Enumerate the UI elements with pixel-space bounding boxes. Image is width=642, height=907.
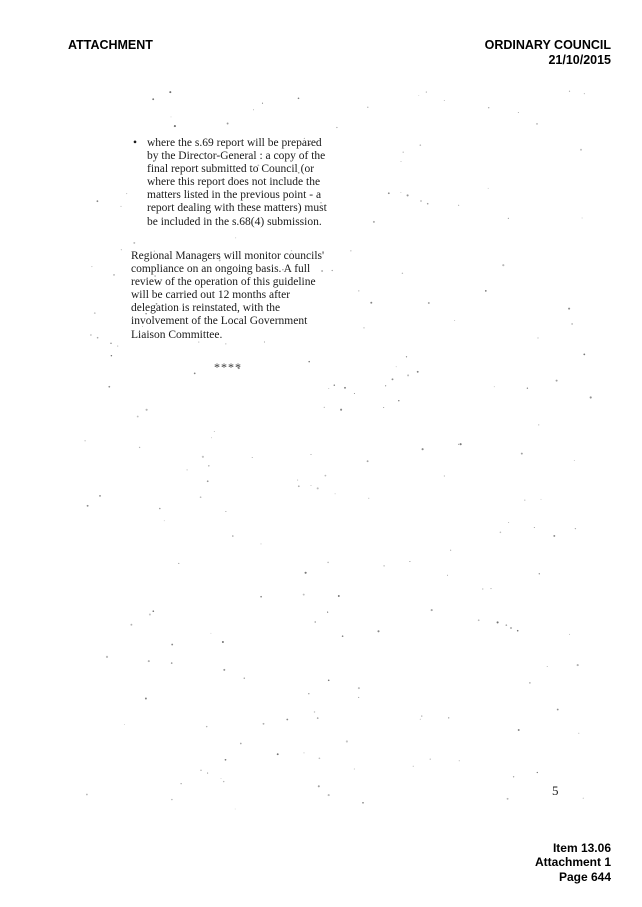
speck: [541, 499, 542, 500]
scanned-page-number: 5: [552, 783, 559, 798]
speck: [524, 500, 525, 501]
speck: [569, 91, 570, 92]
bullet-line: where this report does not include the: [147, 176, 321, 189]
speck: [130, 624, 132, 626]
speck: [370, 302, 372, 304]
speck: [145, 698, 147, 700]
speck: [582, 218, 583, 219]
speck: [113, 274, 115, 276]
speck: [297, 480, 298, 481]
speck: [413, 766, 414, 767]
speck: [324, 407, 325, 408]
speck: [223, 781, 224, 782]
speck: [308, 693, 309, 694]
speck: [149, 614, 151, 616]
speck: [344, 387, 346, 389]
speck: [420, 144, 422, 146]
speck: [303, 594, 305, 596]
speck: [110, 343, 111, 344]
speck: [311, 485, 312, 486]
paragraph-line: will be carried out 12 months after: [131, 289, 291, 302]
speck: [536, 123, 538, 125]
speck: [428, 302, 430, 304]
bullet-line: be included in the s.68(4) submission.: [147, 215, 322, 228]
speck: [232, 535, 234, 537]
speck: [430, 759, 431, 760]
speck: [590, 396, 592, 398]
speck: [418, 95, 419, 96]
speck: [303, 752, 304, 753]
speck: [171, 116, 172, 117]
speck: [121, 249, 122, 250]
speck: [181, 783, 182, 784]
speck: [97, 337, 99, 339]
speck: [235, 238, 236, 239]
speck: [538, 424, 539, 425]
speck: [584, 93, 585, 94]
speck: [363, 327, 364, 328]
speck: [396, 366, 397, 367]
end-marker: ****: [214, 360, 242, 374]
speck: [108, 386, 110, 388]
speck: [264, 342, 265, 343]
speck: [575, 528, 576, 529]
speck: [261, 543, 262, 544]
speck: [574, 460, 575, 461]
bullet-item: [133, 137, 348, 229]
speck: [400, 192, 401, 193]
speck: [358, 697, 359, 698]
speck: [494, 386, 495, 387]
speck: [460, 443, 462, 445]
bullet-line: report dealing with these matters) must: [147, 202, 327, 215]
speck: [518, 112, 519, 113]
speck: [178, 563, 179, 564]
speck: [225, 759, 227, 761]
speck: [406, 356, 407, 357]
speck: [506, 624, 508, 626]
speck: [557, 709, 559, 711]
speck: [407, 194, 409, 196]
speck: [225, 511, 226, 512]
speck: [86, 794, 88, 796]
speck: [207, 480, 209, 482]
speck: [527, 388, 528, 389]
speck: [317, 487, 319, 489]
speck: [427, 203, 429, 205]
speck: [497, 621, 499, 623]
speck: [420, 719, 421, 720]
speck: [311, 454, 312, 455]
speck: [117, 346, 118, 347]
speck: [327, 562, 329, 564]
speck: [240, 743, 242, 745]
speck: [319, 757, 321, 759]
bullet-line: where the s.69 report will be prepared: [147, 137, 322, 149]
speck: [553, 535, 555, 537]
speck: [223, 669, 225, 671]
speck: [314, 711, 315, 712]
speck: [420, 200, 422, 202]
speck: [221, 778, 222, 779]
speck: [377, 630, 379, 632]
speck: [202, 456, 204, 458]
speck: [444, 476, 445, 477]
speck: [403, 152, 404, 153]
speck: [350, 250, 351, 251]
speck: [367, 107, 368, 108]
speck: [431, 609, 433, 611]
speck: [164, 520, 165, 521]
bullet-line: matters listed in the previous point - a: [147, 189, 322, 202]
speck: [97, 200, 99, 202]
speck: [171, 644, 173, 646]
speck: [346, 740, 348, 742]
speck: [547, 666, 548, 667]
speck: [111, 355, 112, 356]
paragraph-line: involvement of the Local Government: [131, 315, 308, 328]
speck: [529, 682, 530, 683]
speck: [90, 334, 92, 336]
speck: [507, 798, 509, 800]
speck: [317, 717, 319, 719]
speck: [298, 97, 300, 99]
speck: [537, 337, 538, 338]
speck: [335, 493, 336, 494]
speck: [133, 242, 135, 244]
speck: [91, 266, 92, 267]
attachment-label: ATTACHMENT: [68, 38, 153, 52]
speck: [194, 373, 196, 375]
speck: [277, 753, 279, 755]
speck: [417, 371, 419, 373]
speck: [334, 384, 335, 385]
speck: [502, 264, 504, 266]
speck: [580, 149, 582, 151]
paragraph-line: Regional Managers will monitor councils': [131, 250, 325, 262]
speck: [478, 619, 480, 621]
speck: [518, 729, 520, 731]
speck: [210, 633, 211, 634]
speck: [444, 100, 445, 101]
council-title: ORDINARY COUNCIL: [484, 38, 611, 52]
speck: [450, 550, 451, 551]
speck: [244, 677, 245, 678]
speck: [327, 612, 328, 613]
speck: [124, 724, 125, 725]
speck: [171, 662, 173, 664]
paragraph-line: Liaison Committee.: [131, 328, 223, 341]
speck: [491, 588, 492, 589]
speck: [488, 107, 489, 108]
speck: [200, 770, 201, 771]
page-reference: Page 644: [558, 870, 611, 884]
speck: [253, 109, 254, 110]
speck: [198, 342, 199, 343]
speck: [407, 374, 409, 376]
speck: [534, 527, 535, 528]
speck: [510, 627, 512, 629]
speck: [328, 680, 330, 682]
speck: [174, 125, 176, 127]
speck: [422, 448, 424, 450]
speck: [106, 656, 108, 658]
speck: [328, 388, 329, 389]
item-number: Item 13.06: [552, 841, 611, 855]
speck: [84, 440, 85, 441]
speck: [583, 354, 585, 356]
paragraph-line: review of the operation of this guideline: [131, 276, 316, 289]
speck: [146, 409, 148, 411]
council-date: 21/10/2015: [548, 53, 611, 67]
speck: [368, 498, 369, 499]
bullet-icon: •: [133, 137, 138, 149]
speck: [99, 495, 101, 497]
speck: [252, 457, 253, 458]
speck: [308, 361, 310, 363]
speck: [583, 798, 584, 799]
speck: [358, 687, 360, 689]
speck: [362, 802, 364, 804]
speck: [200, 496, 202, 498]
speck: [539, 573, 540, 574]
speck: [354, 393, 355, 394]
speck: [568, 308, 570, 310]
speck: [354, 769, 355, 770]
speck: [569, 634, 570, 635]
speck: [148, 660, 150, 662]
speck: [211, 437, 212, 438]
speck: [139, 447, 140, 448]
speck: [262, 103, 263, 104]
speck: [578, 733, 579, 734]
speck: [521, 453, 523, 455]
speck: [260, 596, 262, 598]
speck: [342, 635, 344, 637]
speck: [500, 532, 502, 534]
speck: [338, 595, 340, 597]
bullet-line: final report submitted to Council (or: [147, 163, 315, 176]
speck: [286, 719, 288, 721]
speck: [358, 290, 359, 291]
speck: [169, 91, 171, 93]
speck: [186, 469, 187, 470]
speck: [383, 565, 384, 566]
speck: [152, 98, 154, 100]
speck: [421, 716, 422, 717]
speck: [426, 92, 427, 93]
speck: [388, 192, 390, 194]
speck: [556, 380, 558, 382]
bullet-line: by the Director-General : a copy of the: [147, 150, 326, 163]
speck: [448, 717, 449, 718]
speck: [447, 575, 448, 576]
speck: [508, 218, 509, 219]
speck: [482, 588, 483, 589]
speck: [454, 320, 455, 321]
monitoring-paragraph: [131, 250, 341, 342]
item-reference: [535, 841, 611, 869]
speck: [485, 290, 487, 292]
speck: [305, 572, 307, 574]
speck: [336, 127, 337, 128]
speck: [517, 630, 519, 632]
speck: [315, 621, 316, 622]
speck: [208, 465, 210, 467]
attachment-number: Attachment 1: [534, 855, 611, 869]
speck: [577, 664, 579, 666]
speck: [126, 193, 127, 194]
speck: [227, 123, 229, 125]
speck: [402, 273, 403, 274]
speck: [459, 760, 460, 761]
speck: [458, 444, 459, 445]
speck: [222, 641, 224, 643]
speck: [94, 312, 96, 314]
bullet-text: [147, 137, 348, 229]
speck: [225, 343, 226, 344]
speck: [328, 794, 330, 796]
speck: [87, 505, 89, 507]
speck: [206, 726, 207, 727]
paragraph-line: compliance on an ongoing basis. A full: [131, 263, 311, 276]
speck: [373, 221, 375, 223]
speck: [571, 323, 572, 324]
speck: [385, 385, 386, 386]
speck: [207, 773, 208, 774]
speck: [383, 407, 384, 408]
speck: [121, 206, 122, 207]
speck: [340, 409, 342, 411]
speck: [537, 772, 538, 773]
speck: [401, 161, 402, 162]
speck: [409, 561, 410, 562]
speck: [398, 400, 399, 401]
speck: [325, 475, 327, 477]
speck: [318, 785, 320, 787]
paragraph-line: delegation is reinstated, with the: [131, 302, 281, 315]
speck: [458, 205, 459, 206]
speck: [298, 485, 300, 487]
speck: [137, 416, 139, 418]
speck: [263, 723, 265, 725]
speck: [159, 508, 161, 510]
speck: [508, 522, 509, 523]
speck: [171, 799, 172, 800]
speck: [392, 378, 394, 380]
speck: [513, 776, 514, 777]
speck: [152, 610, 154, 612]
speck: [488, 188, 489, 189]
speck: [214, 431, 215, 432]
speck: [235, 809, 236, 810]
speck: [367, 460, 369, 462]
